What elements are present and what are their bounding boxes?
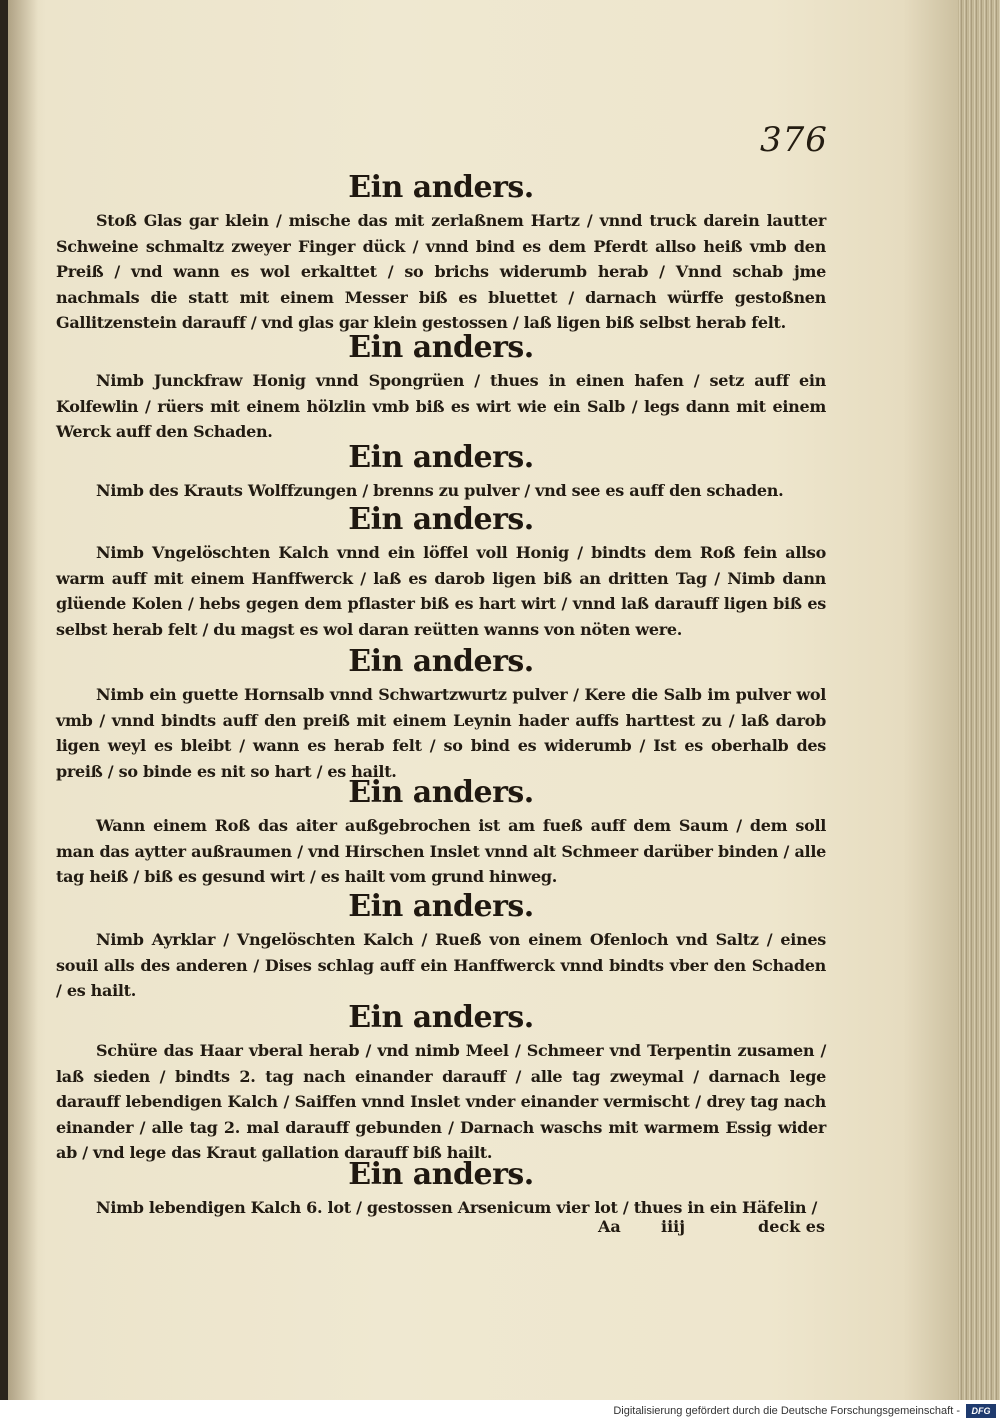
recipe-section <box>56 773 826 890</box>
section-text: Schüre das Haar vberal herab / vnd nimb Meel / Schmeer vnd Terpentin zusamen / laß sieden / bindts 2. tag nach einander darauff / alle tag zweymal / darnach lege darauff lebendigen Kalch / Saiffen vnnd Inslet vnder einander vermischt / drey tag nach einander / alle tag 2. mal darauff gebunden / Darnach waschs mit warmem Essig wider ab / vnd lege das Kraut gallation darauff biß hailt. <box>56 1041 826 1162</box>
dfg-logo: DFG <box>966 1404 996 1418</box>
section-text: Nimb Ayrklar / Vngelöschten Kalch / Rueß von einem Ofenloch vnd Saltz / eines souil alls des anderen / Dises schlag auff ein Hanffwerck vnnd bindts vber den Schaden / es hailt. <box>56 930 826 1000</box>
section-heading: Ein anders. <box>348 170 534 205</box>
section-heading: Ein anders. <box>348 1157 534 1192</box>
section-text: Stoß Glas gar klein / mische das mit zerlaßnem Hartz / vnnd truck darein lautter Schweine schmaltz zweyer Finger dück / vnnd bind es dem Pferdt allso heiß vmb den Preiß / vnd wann es wol erkalttet / so brichs widerumb herab / Vnnd schab jme nachmals die statt mit einem Messer biß es bluettet / darnach würffe gestoßnen Gallitzenstein darauff / vnd glas gar klein gestossen / laß ligen biß selbst herab felt. <box>56 211 826 332</box>
recipe-section <box>56 438 826 504</box>
section-text: Nimb Junckfraw Honig vnnd Spongrüen / thues in einen hafen / setz auff ein Kolfewlin / rüers mit einem hölzlin vmb biß es wirt wie ein Salb / legs dann mit einem Werck auff den Schaden. <box>56 371 826 441</box>
recipe-section <box>56 998 826 1166</box>
section-text: Nimb ein guette Hornsalb vnnd Schwartzwurtz pulver / Kere die Salb im pulver wol vmb / vnnd bindts auff den preiß mit einem Leynin hader auffs harttest zu / laß darob ligen weyl es bleibt / wann es herab felt / so bind es widerumb / Ist es oberhalb des preiß / so binde es nit so hart / es hailt. <box>56 685 826 781</box>
section-heading: Ein anders. <box>348 775 534 810</box>
page-number: 376 <box>760 120 828 160</box>
section-heading: Ein anders. <box>348 440 534 475</box>
book-page <box>8 0 960 1400</box>
page-edges <box>958 0 1000 1400</box>
section-text: Nimb Vngelöschten Kalch vnnd ein löffel voll Honig / bindts dem Roß fein allso warm auff mit einem Hanffwerck / laß es darob ligen biß an dritten Tag / Nimb dann glüende Kolen / hebs gegen dem pflaster biß es hart wirt / vnnd laß darauff ligen biß es selbst herab felt / du magst es wol daran reütten wanns von nöten were. <box>56 543 826 639</box>
section-heading: Ein anders. <box>348 1000 534 1035</box>
recipe-section <box>56 168 826 336</box>
recipe-section <box>56 1155 826 1221</box>
recipe-section <box>56 328 826 445</box>
digitization-footer <box>0 1400 1000 1423</box>
section-text: Nimb lebendigen Kalch 6. lot / gestossen Arsenicum vier lot / thues in ein Häfelin / <box>96 1198 818 1217</box>
section-heading: Ein anders. <box>348 889 534 924</box>
recipe-section <box>56 500 826 642</box>
recipe-section <box>56 642 826 784</box>
binding-shadow <box>8 0 38 1400</box>
section-heading: Ein anders. <box>348 330 534 365</box>
signature-mark: Aa <box>598 1217 621 1236</box>
section-heading: Ein anders. <box>348 644 534 679</box>
section-text: Nimb des Krauts Wolffzungen / brenns zu pulver / vnd see es auff den schaden. <box>96 481 784 500</box>
section-text: Wann einem Roß das aiter außgebrochen ist am fueß auff dem Saum / dem soll man das aytter außraumen / vnd Hirschen Inslet vnnd alt Schmeer darüber binden / alle tag heiß / biß es gesund wirt / es hailt vom grund hinweg. <box>56 816 826 886</box>
footer-text: Digitalisierung gefördert durch die Deutsche Forschungsgemeinschaft - <box>613 1405 960 1417</box>
catchword: deck es <box>758 1217 825 1236</box>
section-heading: Ein anders. <box>348 502 534 537</box>
signature-leaf: iiij <box>661 1217 686 1236</box>
recipe-section <box>56 887 826 1004</box>
